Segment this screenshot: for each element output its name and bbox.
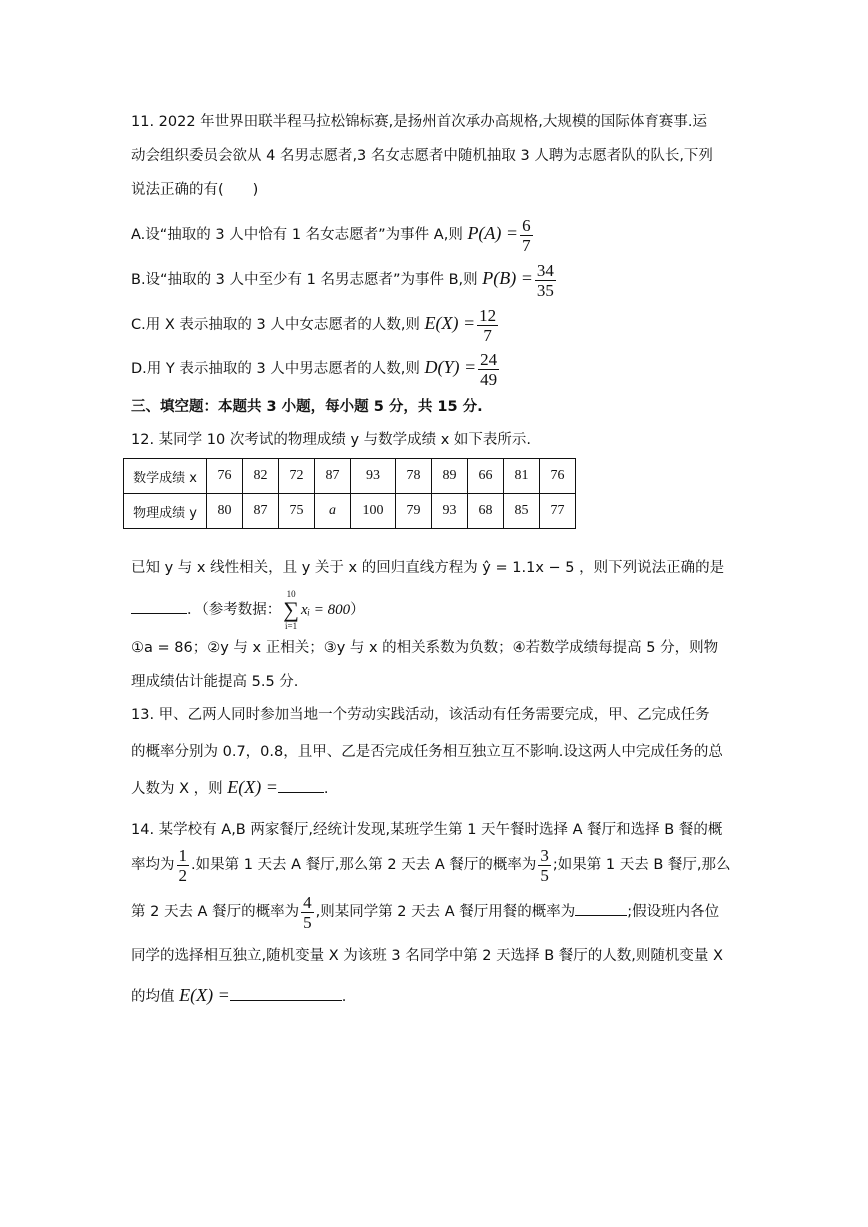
table-row [124, 459, 576, 494]
q14-fraction-1 [177, 846, 190, 885]
q12-options-line2: 理成绩估计能提高 5.5 分. [131, 674, 299, 690]
table-cell: a [315, 494, 351, 529]
table-cell: 66 [468, 459, 504, 494]
fraction-numerator: 34 [536, 260, 554, 280]
option-a-text: A.设“抽取的 3 人中恰有 1 名女志愿者”为事件 A,则 [131, 227, 468, 243]
q14-line3 [131, 890, 719, 934]
q11-option-a [131, 211, 535, 257]
table-cell: 100 [351, 494, 396, 529]
option-c-fraction [477, 306, 498, 345]
fraction-numerator: 4 [303, 892, 312, 912]
table-cell: 75 [279, 494, 315, 529]
fraction-denominator: 7 [483, 325, 492, 345]
fraction-numerator: 3 [540, 845, 549, 865]
q13-line3-suffix: . [323, 781, 329, 797]
option-d-fraction [478, 350, 499, 389]
table-cell: 87 [315, 459, 351, 494]
q13-line2: 的概率分别为 0.7，0.8，且甲、乙是否完成任务相互独立互不影响.设这两人中完成任务的总 [131, 744, 723, 760]
option-d-text: D.用 Y 表示抽取的 3 人中男志愿者的人数,则 [131, 361, 425, 377]
table-cell: 76 [540, 459, 576, 494]
option-b-text: B.设“抽取的 3 人中至少有 1 名男志愿者”为事件 B,则 [131, 272, 483, 288]
table-cell: 68 [468, 494, 504, 529]
q14-line1: 14. 某学校有 A,B 两家餐厅,经统计发现,某班学生第 1 天午餐时选择 A 餐厅和选择 B 餐的概 [131, 822, 723, 838]
q11-stem-line2: 动会组织委员会欲从 4 名男志愿者,3 名女志愿者中随机抽取 3 人聘为志愿者队的队长,下列 [131, 148, 713, 164]
answer-blank[interactable] [278, 778, 324, 793]
q12-options-line1: ①a = 86；②y 与 x 正相关；③y 与 x 的相关系数为负数；④若数学成绩每提高 5 分，则物 [131, 640, 719, 656]
ref-suffix: ） [350, 602, 365, 618]
row-header-physics: 物理成绩 y [124, 494, 207, 529]
q14-line2-text-a: 率均为 [131, 857, 175, 873]
sum-lower-limit: i=1 [285, 621, 298, 631]
q14-line5-prefix: 的均值 [131, 989, 180, 1005]
option-b-fraction [535, 261, 556, 300]
q14-fraction-3 [301, 893, 314, 932]
fraction-denominator: 2 [178, 865, 187, 885]
ref-prefix: ．（参考数据： [187, 602, 282, 618]
summation-symbol [283, 588, 299, 632]
fraction-numerator: 6 [522, 215, 531, 235]
answer-blank[interactable] [131, 599, 187, 614]
q13-line3 [131, 772, 329, 804]
table-cell: 93 [351, 459, 396, 494]
table-cell: 87 [243, 494, 279, 529]
option-d-expr: D(Y) = [424, 357, 477, 377]
answer-blank[interactable] [575, 901, 627, 916]
q14-line5-suffix: . [341, 989, 347, 1005]
fraction-numerator: 12 [479, 305, 497, 325]
option-b-expr: P(B) = [482, 268, 533, 288]
fraction-denominator: 35 [536, 280, 554, 300]
table-cell: 85 [504, 494, 540, 529]
q11-option-b [131, 256, 558, 302]
sum-upper-limit: 10 [286, 589, 296, 599]
option-a-expr: P(A) = [467, 223, 519, 243]
table-cell: 82 [243, 459, 279, 494]
q14-line3-text-b: ,则某同学第 2 天去 A 餐厅用餐的概率为 [315, 904, 576, 920]
fraction-denominator: 7 [522, 235, 531, 255]
fraction-numerator: 1 [178, 845, 187, 865]
table-cell: 81 [504, 459, 540, 494]
q14-expected-value: E(X) = [179, 985, 230, 1005]
table-row [124, 494, 576, 529]
q13-expected-value: E(X) = [227, 777, 278, 797]
q14-fraction-2 [538, 846, 551, 885]
sigma-icon: ∑ [283, 597, 299, 622]
section-heading: 三、填空题：本题共 3 小题，每小题 5 分，共 15 分. [131, 399, 483, 415]
q12-reference-line [131, 588, 365, 632]
q14-line5 [131, 980, 346, 1012]
answer-blank[interactable] [230, 986, 342, 1001]
q14-line4: 同学的选择相互独立,随机变量 X 为该班 3 名同学中第 2 天选择 B 餐厅的人数,则随机变量 X [131, 948, 723, 964]
option-a-fraction [520, 216, 533, 255]
q13-line3-prefix: 人数为 X ，则 [131, 781, 228, 797]
row-header-math: 数学成绩 x [124, 459, 207, 494]
table-cell: 93 [432, 494, 468, 529]
q12-line1: 已知 y 与 x 线性相关，且 y 关于 x 的回归直线方程为 ŷ = 1.1x − 5 ，则下列说法正确的是 [131, 560, 725, 576]
option-c-text: C.用 X 表示抽取的 3 人中女志愿者的人数,则 [131, 317, 425, 333]
q14-line3-text-a: 第 2 天去 A 餐厅的概率为 [131, 904, 300, 920]
fraction-denominator: 5 [540, 865, 549, 885]
fraction-denominator: 49 [480, 369, 498, 389]
score-table [123, 458, 576, 529]
table-cell: 79 [396, 494, 432, 529]
table-cell: 76 [207, 459, 243, 494]
fraction-denominator: 5 [303, 912, 312, 932]
fraction-numerator: 24 [480, 349, 498, 369]
sum-expression: xᵢ = 800 [300, 602, 351, 618]
q11-option-c [131, 301, 500, 347]
q14-line2 [131, 843, 731, 887]
table-cell: 72 [279, 459, 315, 494]
q13-line1: 13. 甲、乙两人同时参加当地一个劳动实践活动，该活动有任务需要完成，甲、乙完成任务 [131, 707, 710, 723]
q14-line3-text-c: ;假设班内各位 [627, 904, 720, 920]
q14-line2-text-c: ;如果第 1 天去 B 餐厅,那么 [552, 857, 731, 873]
table-cell: 80 [207, 494, 243, 529]
table-cell: 89 [432, 459, 468, 494]
q14-line2-text-b: .如果第 1 天去 A 餐厅,那么第 2 天去 A 餐厅的概率为 [191, 857, 537, 873]
option-c-expr: E(X) = [424, 313, 476, 333]
q11-stem-line3: 说法正确的有( ) [131, 182, 259, 198]
q11-stem-line1: 11. 2022 年世界田联半程马拉松锦标赛,是扬州首次承办高规格,大规模的国际体育赛事.运 [131, 114, 708, 130]
q11-option-d [131, 345, 501, 391]
table-cell: 77 [540, 494, 576, 529]
q12-stem: 12. 某同学 10 次考试的物理成绩 y 与数学成绩 x 如下表所示. [131, 432, 532, 448]
table-cell: 78 [396, 459, 432, 494]
